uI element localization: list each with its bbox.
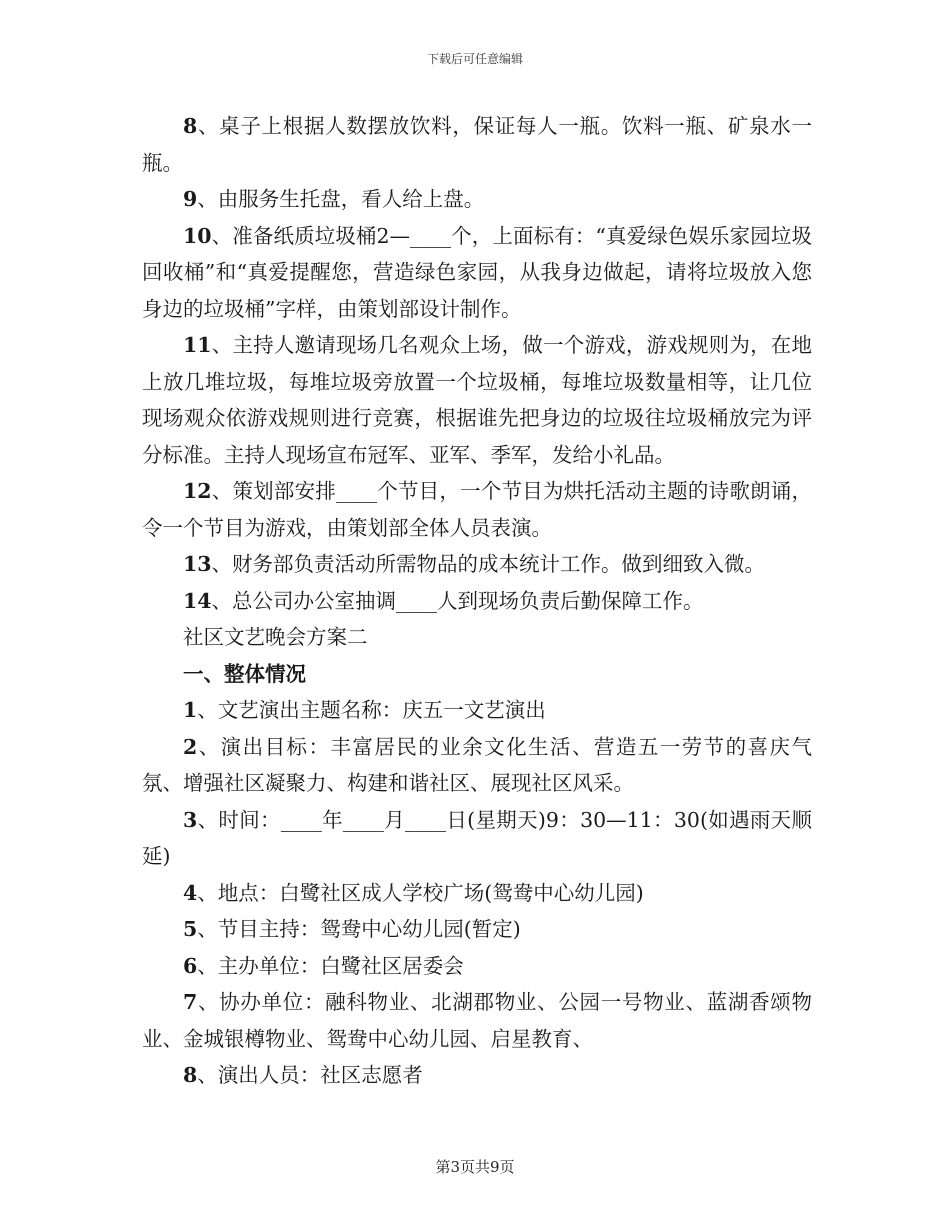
paragraph-text: 、时间：____年____月____日(星期天)9：30—11：30(如遇雨天顺延) — [142, 807, 812, 868]
page-footer: 第3页共9页 — [435, 1158, 515, 1176]
item-number: 10 — [183, 223, 212, 248]
paragraph — [142, 1057, 812, 1094]
paragraph — [142, 802, 812, 875]
item-number: 14 — [183, 588, 212, 613]
page-header: 下载后可任意编辑 — [426, 52, 523, 66]
document-body — [142, 108, 812, 1094]
item-number: 9 — [183, 187, 198, 211]
paragraph — [142, 473, 812, 546]
paragraph-text: 、节目主持：鸳鸯中心幼儿园(暂定) — [197, 917, 521, 941]
paragraph — [142, 911, 812, 948]
item-number: 12 — [183, 479, 212, 503]
paragraph-text: 、策划部安排____个节目，一个节目为烘托活动主题的诗歌朗诵，令一个节目为游戏，由策划部全体人员表演。 — [142, 479, 812, 540]
paragraph-text: 、文艺演出主题名称：庆五一文艺演出 — [197, 698, 546, 722]
paragraph-text: 、演出人员：社区志愿者 — [197, 1063, 423, 1087]
paragraph-text: 、主办单位：白鹭社区居委会 — [197, 953, 464, 978]
section-heading — [142, 656, 812, 693]
item-number: 7 — [183, 990, 198, 1014]
paragraph — [142, 218, 812, 328]
item-number: 8 — [183, 114, 198, 138]
paragraph — [142, 948, 812, 985]
paragraph — [142, 875, 812, 912]
paragraph — [142, 729, 812, 802]
paragraph-text: 、由服务生托盘，看人给上盘。 — [197, 187, 485, 211]
item-number: 3 — [183, 807, 198, 832]
paragraph — [142, 546, 812, 583]
paragraph-text: 、协办单位：融科物业、北湖郡物业、公园一号物业、蓝湖香颂物业、金城银樽物业、鸳鸯中心幼儿园、启星教育、 — [142, 990, 812, 1051]
paragraph-text: 、主持人邀请现场几名观众上场，做一个游戏，游戏规则为，在地上放几堆垃圾，每堆垃圾旁放置一个垃圾桶，每堆垃圾数量相等，让几位现场观众依游戏规则进行竞赛，根据谁先把身边的垃圾往垃圾桶放完为评分标准。主持人现场宣布冠军、亚军、季军，发给小礼品。 — [142, 333, 812, 467]
paragraph-text: 、演出目标：丰富居民的业余文化生活、营造五一劳节的喜庆气氛、增强社区凝聚力、构建和谐社区、展现社区风采。 — [142, 734, 812, 795]
paragraph — [142, 327, 812, 473]
item-number: 8 — [183, 1063, 198, 1087]
paragraph-text: 、财务部负责活动所需物品的成本统计工作。做到细致入微。 — [211, 552, 766, 576]
section-title — [142, 619, 812, 656]
paragraph — [142, 984, 812, 1057]
item-number: 2 — [183, 734, 198, 759]
paragraph-text: 、地点：白鹭社区成人学校广场(鸳鸯中心幼儿园) — [197, 880, 644, 905]
item-number: 6 — [183, 953, 198, 978]
paragraph-text: 、总公司办公室抽调____人到现场负责后勤保障工作。 — [211, 588, 704, 613]
item-number: 11 — [183, 333, 212, 357]
section-title-text: 社区文艺晚会方案二 — [183, 625, 368, 649]
item-number: 5 — [183, 917, 198, 941]
paragraph — [142, 692, 812, 729]
paragraph — [142, 181, 812, 218]
item-number: 4 — [183, 880, 198, 905]
paragraph-text: 、桌子上根据人数摆放饮料，保证每人一瓶。饮料一瓶、矿泉水一瓶。 — [142, 114, 812, 175]
item-number: 13 — [183, 552, 212, 576]
paragraph — [142, 583, 812, 620]
item-number: 1 — [183, 698, 198, 722]
paragraph — [142, 108, 812, 181]
paragraph-text: 、准备纸质垃圾桶2—____个，上面标有：“真爱绿色娱乐家园垃圾回收桶”和“真爱提醒您，营造绿色家园，从我身边做起，请将垃圾放入您身边的垃圾桶”字样，由策划部设计制作。 — [142, 223, 812, 321]
section-heading-text: 一、整体情况 — [183, 661, 306, 686]
